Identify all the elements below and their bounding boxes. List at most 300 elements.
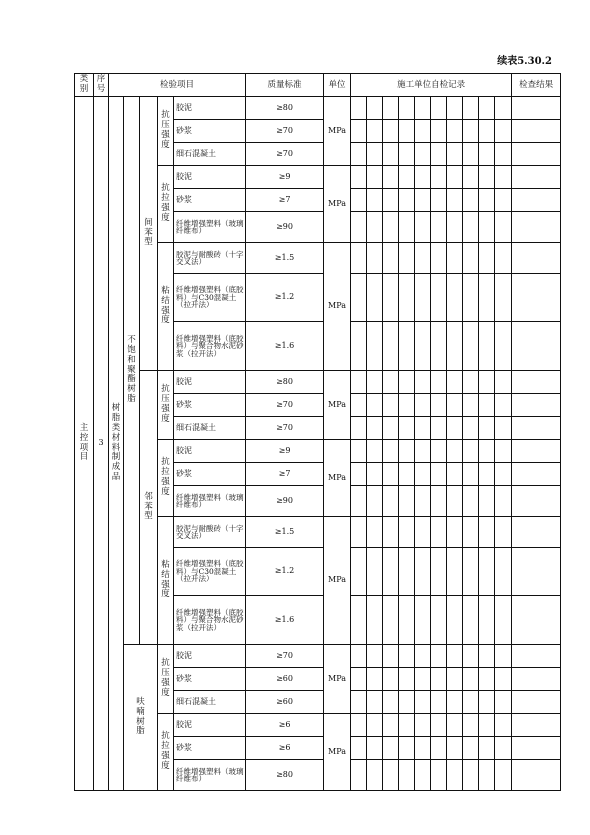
selfcheck-cell[interactable] (399, 440, 415, 463)
standard-cell: ≥60 (246, 691, 324, 714)
selfcheck-cell[interactable] (447, 517, 463, 548)
table-caption: 续表5.30.2 (497, 56, 552, 67)
selfcheck-cell[interactable] (479, 166, 495, 189)
type-o-cell: 邻苯型 (140, 371, 158, 645)
selfcheck-cell[interactable] (495, 274, 512, 322)
selfcheck-cell[interactable] (447, 668, 463, 691)
selfcheck-cell[interactable] (479, 463, 495, 486)
selfcheck-cell[interactable] (463, 548, 479, 596)
selfcheck-cell[interactable] (399, 486, 415, 517)
selfcheck-cell[interactable] (447, 645, 463, 668)
selfcheck-cell[interactable] (383, 760, 399, 791)
selfcheck-cell[interactable] (383, 274, 399, 322)
selfcheck-cell[interactable] (383, 440, 399, 463)
selfcheck-cell[interactable] (463, 714, 479, 737)
selfcheck-cell[interactable] (463, 243, 479, 274)
selfcheck-cell[interactable] (383, 212, 399, 243)
selfcheck-cell[interactable] (479, 737, 495, 760)
item-cell: 纤维增强塑料（玻璃纤维布） (174, 212, 246, 243)
selfcheck-cell[interactable] (399, 212, 415, 243)
selfcheck-cell[interactable] (399, 417, 415, 440)
item-cell: 胶泥与耐酸砖（十字交叉法） (174, 243, 246, 274)
selfcheck-cell[interactable] (399, 274, 415, 322)
selfcheck-cell[interactable] (447, 189, 463, 212)
selfcheck-cell[interactable] (463, 440, 479, 463)
selfcheck-cell[interactable] (383, 394, 399, 417)
selfcheck-cell[interactable] (351, 463, 367, 486)
selfcheck-cell[interactable] (479, 714, 495, 737)
selfcheck-cell[interactable] (415, 97, 431, 120)
selfcheck-cell[interactable] (383, 120, 399, 143)
selfcheck-cell[interactable] (415, 166, 431, 189)
selfcheck-cell[interactable] (447, 760, 463, 791)
selfcheck-cell[interactable] (463, 274, 479, 322)
standard-cell: ≥1.2 (246, 548, 324, 596)
selfcheck-cell[interactable] (447, 548, 463, 596)
selfcheck-cell[interactable] (399, 189, 415, 212)
selfcheck-cell[interactable] (463, 737, 479, 760)
selfcheck-cell[interactable] (463, 463, 479, 486)
result-cell[interactable] (512, 120, 561, 143)
selfcheck-cell[interactable] (351, 645, 367, 668)
selfcheck-cell[interactable] (415, 143, 431, 166)
selfcheck-cell[interactable] (463, 668, 479, 691)
selfcheck-cell[interactable] (479, 212, 495, 243)
selfcheck-cell[interactable] (431, 143, 447, 166)
selfcheck-cell[interactable] (463, 322, 479, 371)
header-item: 检验项目 (109, 74, 246, 97)
selfcheck-cell[interactable] (351, 737, 367, 760)
selfcheck-cell[interactable] (383, 714, 399, 737)
selfcheck-cell[interactable] (351, 517, 367, 548)
selfcheck-cell[interactable] (383, 668, 399, 691)
type-m-cell: 间苯型 (140, 97, 158, 371)
selfcheck-cell[interactable] (367, 714, 383, 737)
selfcheck-cell[interactable] (479, 517, 495, 548)
selfcheck-cell[interactable] (463, 189, 479, 212)
selfcheck-cell[interactable] (447, 322, 463, 371)
selfcheck-cell[interactable] (447, 417, 463, 440)
property-cell-bond: 粘结强度 (158, 243, 174, 371)
selfcheck-cell[interactable] (383, 417, 399, 440)
selfcheck-cell[interactable] (367, 596, 383, 645)
selfcheck-cell[interactable] (495, 371, 512, 394)
selfcheck-cell[interactable] (351, 243, 367, 274)
selfcheck-cell[interactable] (351, 691, 367, 714)
selfcheck-cell[interactable] (351, 322, 367, 371)
item-cell: 胶泥 (174, 645, 246, 668)
selfcheck-cell[interactable] (415, 548, 431, 596)
selfcheck-cell[interactable] (431, 243, 447, 274)
result-cell[interactable] (512, 322, 561, 371)
property-cell-tensile: 抗拉强度 (158, 166, 174, 243)
selfcheck-cell[interactable] (495, 243, 512, 274)
selfcheck-cell[interactable] (367, 417, 383, 440)
selfcheck-cell[interactable] (447, 274, 463, 322)
selfcheck-cell[interactable] (479, 548, 495, 596)
selfcheck-cell[interactable] (447, 143, 463, 166)
selfcheck-cell[interactable] (495, 440, 512, 463)
selfcheck-cell[interactable] (383, 243, 399, 274)
selfcheck-cell[interactable] (447, 97, 463, 120)
selfcheck-cell[interactable] (367, 668, 383, 691)
selfcheck-cell[interactable] (399, 596, 415, 645)
selfcheck-cell[interactable] (431, 486, 447, 517)
selfcheck-cell[interactable] (495, 212, 512, 243)
selfcheck-cell[interactable] (431, 166, 447, 189)
selfcheck-cell[interactable] (431, 668, 447, 691)
property-cell-tensile: 抗拉强度 (158, 714, 174, 791)
selfcheck-cell[interactable] (479, 440, 495, 463)
result-cell[interactable] (512, 243, 561, 274)
selfcheck-cell[interactable] (351, 166, 367, 189)
selfcheck-cell[interactable] (479, 322, 495, 371)
item-cell: 砂浆 (174, 394, 246, 417)
selfcheck-cell[interactable] (479, 645, 495, 668)
selfcheck-cell[interactable] (447, 440, 463, 463)
selfcheck-cell[interactable] (399, 714, 415, 737)
selfcheck-cell[interactable] (399, 120, 415, 143)
selfcheck-cell[interactable] (447, 371, 463, 394)
selfcheck-cell[interactable] (479, 189, 495, 212)
result-cell[interactable] (512, 166, 561, 189)
selfcheck-cell[interactable] (431, 97, 447, 120)
result-cell[interactable] (512, 737, 561, 760)
selfcheck-cell[interactable] (399, 645, 415, 668)
result-cell[interactable] (512, 143, 561, 166)
selfcheck-cell[interactable] (383, 645, 399, 668)
selfcheck-cell[interactable] (479, 486, 495, 517)
standard-cell: ≥70 (246, 417, 324, 440)
selfcheck-cell[interactable] (367, 486, 383, 517)
selfcheck-cell[interactable] (431, 691, 447, 714)
selfcheck-cell[interactable] (495, 97, 512, 120)
selfcheck-cell[interactable] (463, 166, 479, 189)
selfcheck-cell[interactable] (431, 212, 447, 243)
selfcheck-cell[interactable] (383, 322, 399, 371)
selfcheck-cell[interactable] (495, 463, 512, 486)
selfcheck-cell[interactable] (495, 166, 512, 189)
item-cell: 细石混凝土 (174, 691, 246, 714)
selfcheck-cell[interactable] (495, 737, 512, 760)
selfcheck-cell[interactable] (447, 737, 463, 760)
selfcheck-cell[interactable] (399, 760, 415, 791)
standard-cell: ≥6 (246, 714, 324, 737)
selfcheck-cell[interactable] (415, 517, 431, 548)
selfcheck-cell[interactable] (367, 394, 383, 417)
selfcheck-cell[interactable] (351, 668, 367, 691)
selfcheck-cell[interactable] (367, 691, 383, 714)
table-row (75, 371, 561, 394)
selfcheck-cell[interactable] (399, 97, 415, 120)
selfcheck-cell[interactable] (479, 143, 495, 166)
selfcheck-cell[interactable] (399, 371, 415, 394)
result-cell[interactable] (512, 486, 561, 517)
selfcheck-cell[interactable] (367, 120, 383, 143)
selfcheck-cell[interactable] (415, 714, 431, 737)
selfcheck-cell[interactable] (399, 143, 415, 166)
selfcheck-cell[interactable] (431, 274, 447, 322)
result-cell[interactable] (512, 394, 561, 417)
selfcheck-cell[interactable] (367, 645, 383, 668)
selfcheck-cell[interactable] (367, 760, 383, 791)
selfcheck-cell[interactable] (431, 463, 447, 486)
result-cell[interactable] (512, 517, 561, 548)
selfcheck-cell[interactable] (351, 189, 367, 212)
selfcheck-cell[interactable] (415, 189, 431, 212)
result-cell[interactable] (512, 691, 561, 714)
selfcheck-cell[interactable] (431, 645, 447, 668)
item-cell: 砂浆 (174, 189, 246, 212)
selfcheck-cell[interactable] (399, 166, 415, 189)
selfcheck-cell[interactable] (367, 166, 383, 189)
selfcheck-cell[interactable] (383, 486, 399, 517)
standard-cell: ≥6 (246, 737, 324, 760)
selfcheck-cell[interactable] (479, 371, 495, 394)
standard-cell: ≥7 (246, 463, 324, 486)
selfcheck-cell[interactable] (447, 486, 463, 517)
selfcheck-cell[interactable] (367, 548, 383, 596)
selfcheck-cell[interactable] (463, 691, 479, 714)
selfcheck-cell[interactable] (399, 463, 415, 486)
selfcheck-cell[interactable] (367, 274, 383, 322)
item-cell: 砂浆 (174, 737, 246, 760)
result-cell[interactable] (512, 463, 561, 486)
selfcheck-cell[interactable] (463, 97, 479, 120)
selfcheck-cell[interactable] (415, 645, 431, 668)
result-cell[interactable] (512, 440, 561, 463)
selfcheck-cell[interactable] (415, 668, 431, 691)
seq-cell: 3 (94, 97, 109, 791)
selfcheck-cell[interactable] (479, 668, 495, 691)
selfcheck-cell[interactable] (415, 691, 431, 714)
selfcheck-cell[interactable] (399, 668, 415, 691)
selfcheck-cell[interactable] (383, 596, 399, 645)
selfcheck-cell[interactable] (367, 463, 383, 486)
selfcheck-cell[interactable] (447, 394, 463, 417)
selfcheck-cell[interactable] (383, 189, 399, 212)
selfcheck-cell[interactable] (463, 212, 479, 243)
selfcheck-cell[interactable] (399, 737, 415, 760)
selfcheck-cell[interactable] (431, 371, 447, 394)
selfcheck-cell[interactable] (351, 417, 367, 440)
selfcheck-cell[interactable] (495, 322, 512, 371)
header-category: 类别 (75, 74, 94, 97)
selfcheck-cell[interactable] (415, 243, 431, 274)
selfcheck-cell[interactable] (431, 417, 447, 440)
result-cell[interactable] (512, 645, 561, 668)
property-cell-compress: 抗压强度 (158, 371, 174, 440)
selfcheck-cell[interactable] (431, 189, 447, 212)
result-cell[interactable] (512, 371, 561, 394)
selfcheck-cell[interactable] (495, 394, 512, 417)
selfcheck-cell[interactable] (415, 212, 431, 243)
selfcheck-cell[interactable] (383, 548, 399, 596)
table-row (75, 97, 561, 120)
selfcheck-cell[interactable] (495, 517, 512, 548)
selfcheck-cell[interactable] (367, 371, 383, 394)
selfcheck-cell[interactable] (367, 97, 383, 120)
result-cell[interactable] (512, 189, 561, 212)
selfcheck-cell[interactable] (479, 274, 495, 322)
selfcheck-cell[interactable] (383, 691, 399, 714)
selfcheck-cell[interactable] (415, 596, 431, 645)
selfcheck-cell[interactable] (463, 760, 479, 791)
selfcheck-cell[interactable] (383, 517, 399, 548)
selfcheck-cell[interactable] (447, 212, 463, 243)
selfcheck-cell[interactable] (351, 394, 367, 417)
selfcheck-cell[interactable] (431, 596, 447, 645)
selfcheck-cell[interactable] (495, 596, 512, 645)
result-cell[interactable] (512, 274, 561, 322)
selfcheck-cell[interactable] (479, 97, 495, 120)
selfcheck-cell[interactable] (351, 596, 367, 645)
selfcheck-cell[interactable] (463, 394, 479, 417)
selfcheck-cell[interactable] (399, 322, 415, 371)
selfcheck-cell[interactable] (479, 120, 495, 143)
selfcheck-cell[interactable] (479, 243, 495, 274)
selfcheck-cell[interactable] (463, 417, 479, 440)
selfcheck-cell[interactable] (495, 691, 512, 714)
selfcheck-cell[interactable] (431, 120, 447, 143)
result-cell[interactable] (512, 548, 561, 596)
standard-cell: ≥80 (246, 760, 324, 791)
selfcheck-cell[interactable] (495, 143, 512, 166)
selfcheck-cell[interactable] (463, 120, 479, 143)
selfcheck-cell[interactable] (351, 548, 367, 596)
selfcheck-cell[interactable] (431, 737, 447, 760)
selfcheck-cell[interactable] (351, 274, 367, 322)
selfcheck-cell[interactable] (351, 212, 367, 243)
selfcheck-cell[interactable] (383, 143, 399, 166)
selfcheck-cell[interactable] (495, 486, 512, 517)
selfcheck-cell[interactable] (495, 120, 512, 143)
selfcheck-cell[interactable] (383, 371, 399, 394)
selfcheck-cell[interactable] (351, 120, 367, 143)
selfcheck-cell[interactable] (351, 486, 367, 517)
selfcheck-cell[interactable] (351, 143, 367, 166)
standard-cell: ≥70 (246, 645, 324, 668)
selfcheck-cell[interactable] (415, 417, 431, 440)
selfcheck-cell[interactable] (447, 714, 463, 737)
selfcheck-cell[interactable] (383, 166, 399, 189)
selfcheck-cell[interactable] (447, 120, 463, 143)
selfcheck-cell[interactable] (415, 440, 431, 463)
selfcheck-cell[interactable] (463, 517, 479, 548)
selfcheck-cell[interactable] (479, 417, 495, 440)
selfcheck-cell[interactable] (383, 97, 399, 120)
standard-cell: ≥70 (246, 143, 324, 166)
selfcheck-cell[interactable] (431, 548, 447, 596)
selfcheck-cell[interactable] (463, 596, 479, 645)
selfcheck-cell[interactable] (415, 486, 431, 517)
result-cell[interactable] (512, 417, 561, 440)
selfcheck-cell[interactable] (351, 440, 367, 463)
table-row (75, 645, 561, 668)
selfcheck-cell[interactable] (431, 322, 447, 371)
selfcheck-cell[interactable] (495, 417, 512, 440)
selfcheck-cell[interactable] (479, 596, 495, 645)
selfcheck-cell[interactable] (415, 394, 431, 417)
selfcheck-cell[interactable] (463, 371, 479, 394)
selfcheck-cell[interactable] (351, 371, 367, 394)
selfcheck-cell[interactable] (367, 517, 383, 548)
selfcheck-cell[interactable] (431, 440, 447, 463)
standard-cell: ≥9 (246, 440, 324, 463)
selfcheck-cell[interactable] (383, 463, 399, 486)
selfcheck-cell[interactable] (399, 517, 415, 548)
selfcheck-cell[interactable] (431, 760, 447, 791)
selfcheck-cell[interactable] (495, 189, 512, 212)
result-cell[interactable] (512, 212, 561, 243)
selfcheck-cell[interactable] (399, 394, 415, 417)
result-cell[interactable] (512, 714, 561, 737)
selfcheck-cell[interactable] (367, 243, 383, 274)
selfcheck-cell[interactable] (479, 760, 495, 791)
selfcheck-cell[interactable] (367, 143, 383, 166)
selfcheck-cell[interactable] (415, 371, 431, 394)
selfcheck-cell[interactable] (447, 243, 463, 274)
selfcheck-cell[interactable] (367, 212, 383, 243)
result-cell[interactable] (512, 668, 561, 691)
selfcheck-cell[interactable] (399, 548, 415, 596)
selfcheck-cell[interactable] (399, 691, 415, 714)
selfcheck-cell[interactable] (415, 120, 431, 143)
header-selfcheck: 施工单位自检记录 (351, 74, 512, 97)
selfcheck-cell[interactable] (463, 645, 479, 668)
selfcheck-cell[interactable] (463, 143, 479, 166)
selfcheck-cell[interactable] (479, 394, 495, 417)
selfcheck-cell[interactable] (351, 714, 367, 737)
result-cell[interactable] (512, 97, 561, 120)
selfcheck-cell[interactable] (367, 440, 383, 463)
selfcheck-cell[interactable] (495, 760, 512, 791)
selfcheck-cell[interactable] (415, 463, 431, 486)
selfcheck-cell[interactable] (415, 760, 431, 791)
selfcheck-cell[interactable] (415, 322, 431, 371)
selfcheck-cell[interactable] (351, 760, 367, 791)
selfcheck-cell[interactable] (399, 243, 415, 274)
selfcheck-cell[interactable] (447, 463, 463, 486)
selfcheck-cell[interactable] (463, 486, 479, 517)
standard-cell: ≥90 (246, 486, 324, 517)
selfcheck-cell[interactable] (367, 322, 383, 371)
result-cell[interactable] (512, 760, 561, 791)
selfcheck-cell[interactable] (479, 691, 495, 714)
standard-cell: ≥60 (246, 668, 324, 691)
selfcheck-cell[interactable] (447, 691, 463, 714)
selfcheck-cell[interactable] (495, 645, 512, 668)
unit-cell: MPa (324, 645, 351, 714)
selfcheck-cell[interactable] (495, 714, 512, 737)
selfcheck-cell[interactable] (431, 394, 447, 417)
selfcheck-cell[interactable] (495, 548, 512, 596)
selfcheck-cell[interactable] (367, 189, 383, 212)
selfcheck-cell[interactable] (367, 737, 383, 760)
selfcheck-cell[interactable] (415, 737, 431, 760)
selfcheck-cell[interactable] (383, 737, 399, 760)
item-cell: 纤维增强塑料（玻璃纤维布） (174, 486, 246, 517)
selfcheck-cell[interactable] (415, 274, 431, 322)
selfcheck-cell[interactable] (447, 166, 463, 189)
selfcheck-cell[interactable] (495, 668, 512, 691)
selfcheck-cell[interactable] (431, 714, 447, 737)
selfcheck-cell[interactable] (431, 517, 447, 548)
standard-cell: ≥1.6 (246, 596, 324, 645)
selfcheck-cell[interactable] (351, 97, 367, 120)
selfcheck-cell[interactable] (447, 596, 463, 645)
result-cell[interactable] (512, 596, 561, 645)
